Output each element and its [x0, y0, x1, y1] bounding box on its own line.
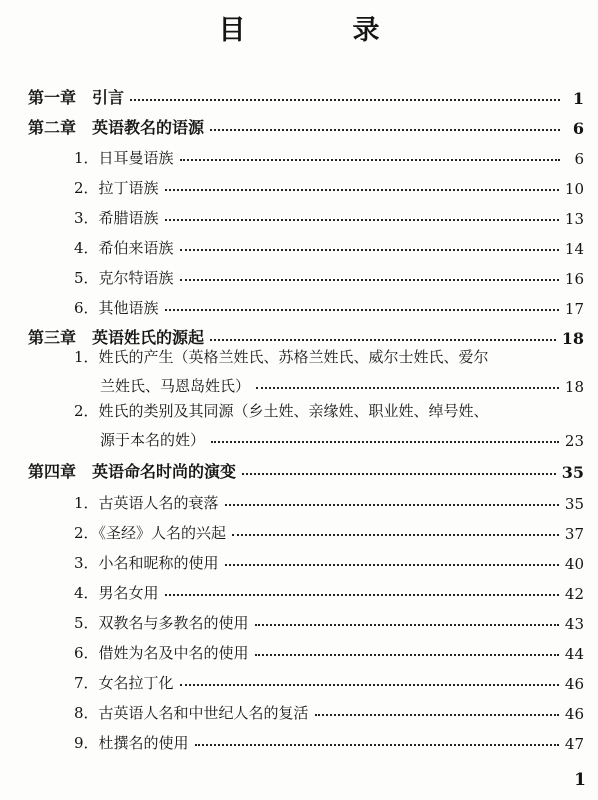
dot-leader	[232, 534, 559, 536]
dot-leader	[130, 99, 560, 101]
toc-section[interactable]	[74, 204, 584, 228]
toc-chapter-3[interactable]	[28, 324, 584, 348]
toc-entry-page: 43	[564, 615, 584, 633]
toc-section[interactable]	[74, 699, 584, 723]
dot-leader	[180, 159, 560, 161]
toc-entry-label: 第三章 英语姓氏的源起	[28, 328, 205, 347]
toc-section[interactable]	[74, 639, 584, 663]
toc-entry-label: 4．希伯来语族	[74, 239, 174, 257]
toc-entry-label: 1．古英语人名的衰落	[74, 494, 219, 512]
toc-entry-label: 3．希腊语族	[74, 209, 159, 227]
toc-entry-label: 第二章 英语教名的语源	[28, 118, 205, 137]
toc-section[interactable]	[100, 426, 584, 450]
toc-entry-continuation: 兰姓氏、马恩岛姓氏）	[100, 377, 251, 395]
toc-section[interactable]	[74, 549, 584, 573]
dot-leader	[255, 654, 559, 656]
toc-entry-page: 44	[564, 645, 584, 663]
toc-entry-page: 16	[564, 270, 584, 288]
toc-entry-label: 5．克尔特语族	[74, 269, 174, 287]
dot-leader	[225, 504, 559, 506]
toc-chapter-4[interactable]	[28, 458, 584, 482]
toc-entry-label: 8．古英语人名和中世纪人名的复活	[74, 704, 309, 722]
dot-leader	[225, 564, 559, 566]
toc-entry-label: 6．其他语族	[74, 299, 159, 317]
toc-section[interactable]	[74, 729, 584, 753]
toc-entry-label: 6．借姓为名及中名的使用	[74, 644, 249, 662]
toc-section[interactable]	[74, 294, 584, 318]
toc-entry-page: 46	[564, 705, 584, 723]
page-number: 1	[574, 770, 586, 790]
toc-entry-label: 第一章 引言	[28, 88, 125, 107]
toc-entry-first-line[interactable]: 2．姓氏的类别及其同源（乡土姓、亲缘姓、职业姓、绰号姓、	[74, 402, 489, 420]
toc-entry-page: 14	[564, 240, 584, 258]
toc-entry-label: 5．双教名与多教名的使用	[74, 614, 249, 632]
toc-chapter-2[interactable]	[28, 114, 584, 138]
toc-entry-page: 6	[572, 119, 584, 138]
toc-entry-label: 3．小名和昵称的使用	[74, 554, 219, 572]
dot-leader	[165, 189, 559, 191]
toc-section[interactable]	[74, 669, 584, 693]
dot-leader	[180, 249, 559, 251]
dot-leader	[165, 219, 559, 221]
dot-leader	[256, 387, 559, 389]
dot-leader	[210, 339, 556, 341]
toc-entry-page: 17	[564, 300, 584, 318]
dot-leader	[195, 744, 559, 746]
toc-entry-label: 1．日耳曼语族	[74, 149, 174, 167]
toc-section[interactable]	[74, 609, 584, 633]
toc-entry-first-line[interactable]: 1．姓氏的产生（英格兰姓氏、苏格兰姓氏、威尔士姓氏、爱尔	[74, 348, 489, 366]
dot-leader	[180, 279, 559, 281]
toc-entry-page: 1	[572, 89, 584, 108]
toc-section[interactable]	[74, 144, 584, 168]
toc-entry-page: 35	[564, 495, 584, 513]
dot-leader	[255, 624, 559, 626]
dot-leader	[165, 309, 559, 311]
toc-entry-page: 47	[564, 735, 584, 753]
toc-section[interactable]	[74, 234, 584, 258]
dot-leader	[165, 594, 559, 596]
toc-section[interactable]	[74, 264, 584, 288]
toc-entry-label: 第四章 英语命名时尚的演变	[28, 462, 237, 481]
toc-entry-label: 2．《圣经》人名的兴起	[74, 524, 227, 542]
toc-entry-page: 23	[564, 432, 584, 450]
toc-entry-page: 35	[561, 463, 584, 482]
toc-section[interactable]	[100, 372, 584, 396]
toc-entry-page: 42	[564, 585, 584, 603]
dot-leader	[315, 714, 559, 716]
toc-entry-page: 40	[564, 555, 584, 573]
toc-entry-page: 13	[564, 210, 584, 228]
toc-entry-page: 10	[564, 180, 584, 198]
toc-entry-continuation: 源于本名的姓）	[100, 431, 206, 449]
toc-entry-page: 18	[561, 329, 584, 348]
toc-entry-label: 7．女名拉丁化	[74, 674, 174, 692]
dot-leader	[211, 441, 559, 443]
page-title: 目 录	[218, 15, 420, 46]
dot-leader	[242, 473, 556, 475]
toc-section[interactable]	[74, 174, 584, 198]
dot-leader	[210, 129, 560, 131]
toc-entry-label: 4．男名女用	[74, 584, 159, 602]
toc-section[interactable]	[74, 519, 584, 543]
toc-entry-label: 9．杜撰名的使用	[74, 734, 189, 752]
toc-entry-page: 46	[564, 675, 584, 693]
toc-section[interactable]	[74, 579, 584, 603]
toc-entry-label: 2．拉丁语族	[74, 179, 159, 197]
toc-entry-page: 18	[564, 378, 584, 396]
toc-section[interactable]	[74, 489, 584, 513]
dot-leader	[180, 684, 559, 686]
toc-entry-page: 6	[574, 150, 584, 168]
toc-entry-page: 37	[564, 525, 584, 543]
toc-chapter-1[interactable]	[28, 84, 584, 108]
